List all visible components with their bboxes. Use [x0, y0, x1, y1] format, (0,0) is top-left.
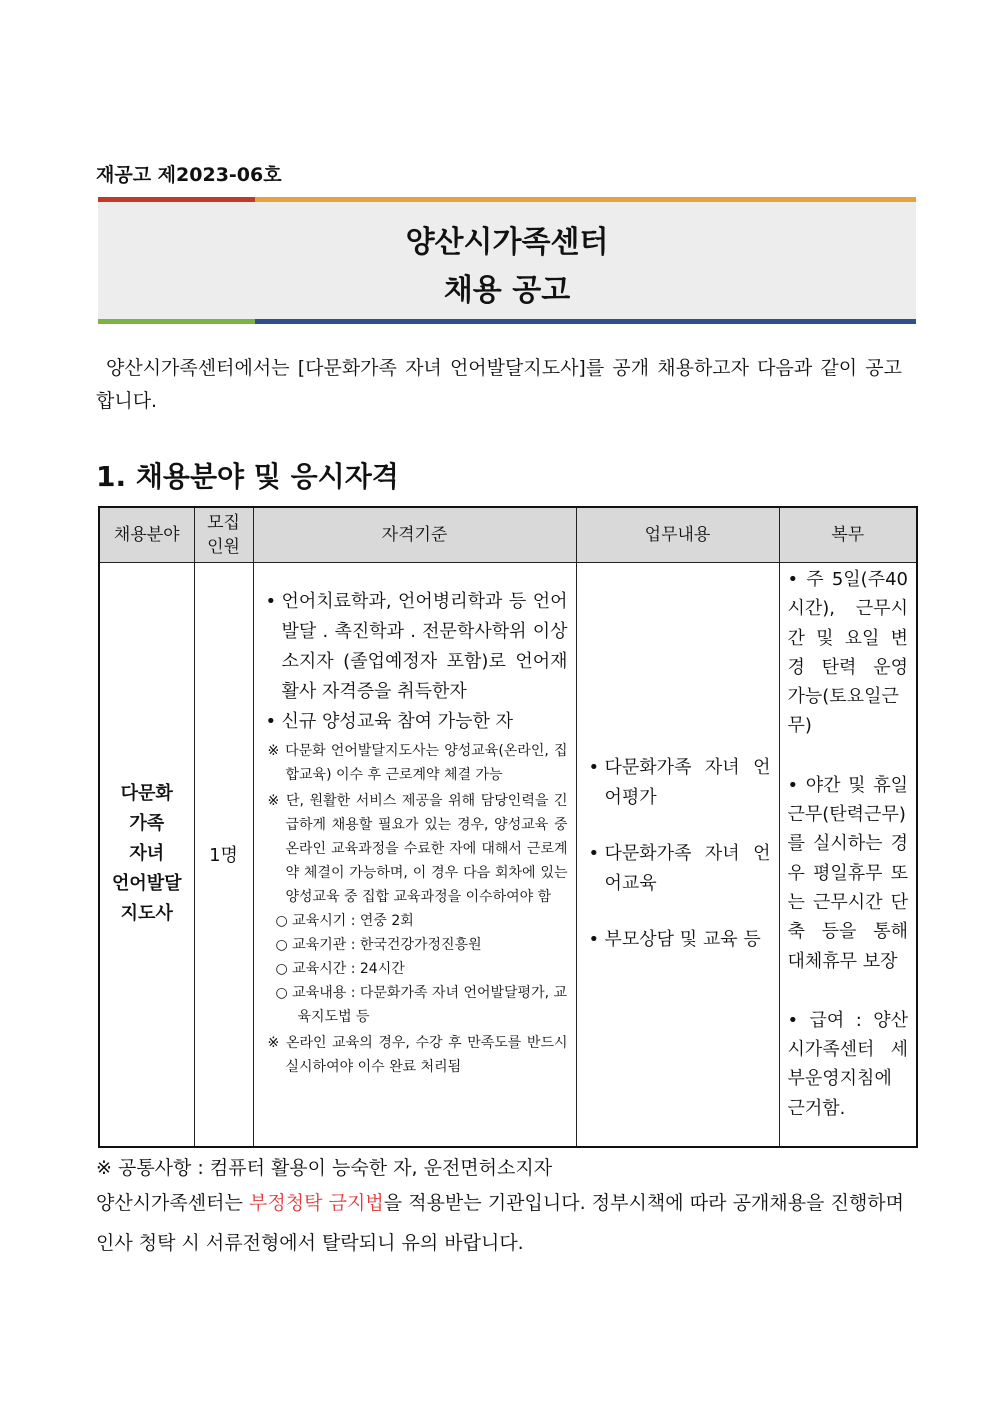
qualification-bullet-1: • 언어치료학과, 언어병리학과 등 언어발달 . 촉진학과 . 전문학사학위 이상 소지자 (졸업예정자 포함)로 언어재활사 자격증을 취득한자 [262, 587, 568, 707]
header-service: 복무 [779, 507, 917, 563]
duty-item: • 부모상담 및 교육 등 [585, 925, 771, 955]
education-item: ○ 교육시기 : 연중 2회 [275, 913, 414, 929]
header-duties: 업무내용 [576, 507, 779, 563]
service-item: • 급여 : 양산시가족센터 세부운영지침에 근거함. [787, 1009, 908, 1119]
qualification-note-3: ※ 온라인 교육의 경우, 수강 후 만족도를 반드시 실시하여야 이수 완료 처리됨 [267, 1035, 568, 1075]
law-highlight: 부정청탁 금지법 [249, 1192, 384, 1214]
notice-number: 재공고 제2023-06호 [96, 164, 282, 186]
title-banner [98, 197, 916, 324]
duty-item: • 다문화가족 자녀 언어평가 [585, 753, 771, 813]
common-requirements: ※ 공통사항 : 컴퓨터 활용이 능숙한 자, 운전면허소지자 [96, 1157, 553, 1179]
field-line: 다문화 [120, 783, 173, 805]
anti-graft-notice [96, 1183, 904, 1263]
footer [96, 1153, 904, 1263]
qualification-cell [253, 563, 576, 1147]
field-line: 가족 [129, 813, 165, 835]
header-field: 채용분야 [99, 507, 194, 563]
qualification-note-2: ※ 단, 원활한 서비스 제공을 위해 담당인력을 긴급하게 채용할 필요가 있는 경우, 양성교육 중 온라인 교육과정을 수료한 자에 대해서 근로계약 체결이 가능하며, 이 경우 다음 회차에 있는 양성교육 중 집합 교육과정을 이수하여야 함 [267, 793, 568, 905]
header-qualification: 자격기준 [253, 507, 576, 563]
title-top-bar [98, 197, 916, 202]
education-item: ○ 교육기관 : 한국건강가정진흥원 [275, 937, 482, 953]
law-suffix: 을 적용받는 기관입니다. 정부시책에 따라 공개채용을 진행하며 인사 청탁 시 서류전형에서 탈락되니 유의 바랍니다. [96, 1192, 905, 1254]
bottom-bar-green-segment [98, 319, 255, 324]
top-bar-orange-segment [255, 197, 916, 202]
education-item: ○ 교육내용 : 다문화가족 자녀 언어발달평가, 교육지도법 등 [275, 985, 568, 1025]
title-bottom-bar [98, 319, 916, 324]
recruitment-table [98, 506, 918, 1148]
duties-cell [576, 563, 779, 1147]
top-bar-red-segment [98, 197, 255, 202]
law-prefix: 양산시가족센터는 [96, 1192, 250, 1214]
service-cell [779, 563, 917, 1147]
service-item: • 주 5일(주40시간), 근무시간 및 요일 변경 탄력 운영 가능(토요일근무) [787, 569, 908, 737]
header-count-line1: 모집 [207, 513, 240, 533]
field-line: 자녀 [129, 843, 165, 865]
intro-paragraph: 양산시가족센터에서는 [다문화가족 자녀 언어발달지도사]를 공개 채용하고자 다음과 같이 공고합니다. [96, 357, 902, 412]
title-line-2: 채용 공고 [443, 273, 571, 308]
qualification-note-1: ※ 다문화 언어발달지도사는 양성교육(온라인, 집합교육) 이수 후 근로계약 체결 가능 [267, 743, 568, 783]
qualification-bullet-2: • 신규 양성교육 참여 가능한 자 [262, 707, 568, 737]
count-cell: 1명 [194, 563, 253, 1147]
header-count [194, 507, 253, 563]
field-line: 지도사 [120, 903, 173, 925]
education-item: ○ 교육시간 : 24시간 [275, 961, 405, 977]
section-title-1: 1. 채용분야 및 응시자격 [96, 460, 399, 493]
field-cell [99, 563, 194, 1147]
duty-item: • 다문화가족 자녀 언어교육 [585, 839, 771, 899]
table-row [99, 563, 917, 1147]
header-count-line2: 인원 [207, 537, 240, 557]
bottom-bar-navy-segment [255, 319, 916, 324]
title-line-1: 양산시가족센터 [405, 225, 609, 260]
field-line: 언어발달 [111, 873, 182, 895]
service-item: • 야간 및 휴일근무(탄력근무)를 실시하는 경우 평일휴무 또는 근무시간 단축 등을 통해 대체휴무 보장 [787, 774, 908, 972]
table-header-row [99, 507, 917, 563]
